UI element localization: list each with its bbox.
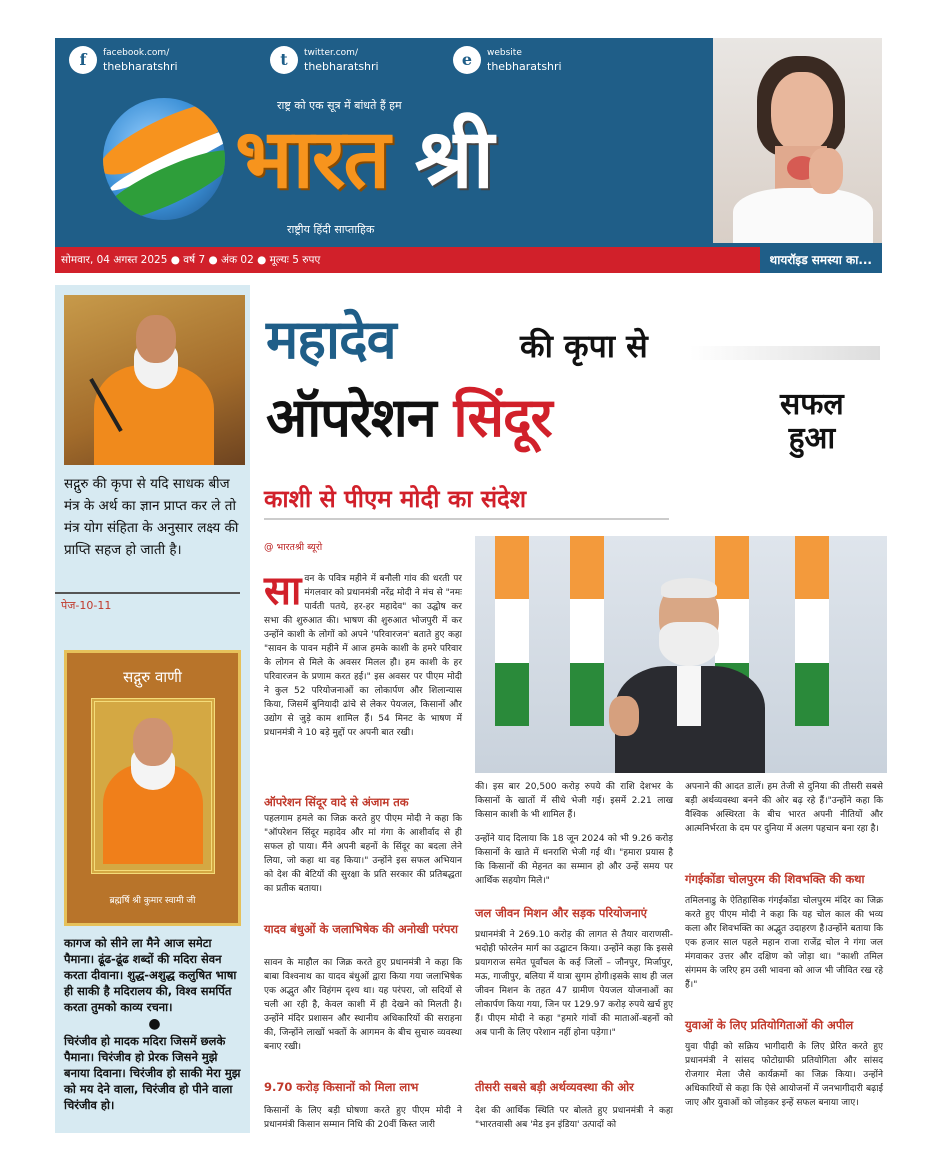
masthead <box>55 38 882 273</box>
twitter-icon: t <box>270 46 298 74</box>
subheadline: काशी से पीएम मोदी का संदेश <box>264 485 527 513</box>
website-icon: e <box>453 46 481 74</box>
headline-hua: हुआ <box>788 421 836 456</box>
frame-caption: ब्रह्मर्षि श्री कुमार स्वामी जी <box>109 896 196 906</box>
intro-text: वन के पवित्र महीने में बनौली गांव की धरती पर मंगलवार को प्रधानमंत्री नरेंद्र मोदी ने मंच से "नमः पार्वती पतये, हर-हर महादेव" का उद्घोष कर सभा की शुरुआत की। भाषण की शुरुआत भोजपुरी में कर उन्होंने काशी के लोगों को अपने 'परिवारजन' बताते हुए कहा "सावन के पावन महीने में आज हमके काशी के हमरे परिवार के लोगन से मिले के अवसर मिलल हौ। हम काशी के हर परिवारजन के प्रणाम करत हई।" इस अवसर पर पीएम मोदी ने कुल 52 परियोजनाओं का लोकार्पण और शिलान्यास किया, जिसमें बुनियादी ढांचे से लेकर पेयजल, किसानों और उद्योग से जुड़े काम शामिल हैं। 54 मिनट के भाषण में प्रधानमंत्री ने 10 बड़े मुद्दों पर अपनी बात रखी। <box>264 574 462 738</box>
section-text-jal: प्रधानमंत्री ने 269.10 करोड़ की लागत से तैयार वाराणसी-भदोही फोरलेन मार्ग का उद्घाटन किया। उन्होंने कहा कि इससे प्रयागराज समेत पूर्वांचल के कई जिलों – जौनपुर, मिर्जापुर, मऊ, गाजीपुर, बलिया में यात्रा सुगम होगी।इसके साथ ही जल जीवन मिशन के तहत 47 ग्रामीण पेयजल योजनाओं का लोकार्पण किया गया, जिन पर 129.97 करोड़ रुपये खर्च हुए हैं। पीएम मोदी ने कहा "हमारे गांवों की माताओं-बहनों को अब पानी के लिए परेशान नहीं होना पड़ेगा।" <box>475 930 673 1038</box>
newspaper-title <box>235 110 492 210</box>
section-text-yadav: सावन के माहौल का जिक्र करते हुए प्रधानमंत्री ने कहा कि बाबा विश्वनाथ का यादव बंधुओं द्वारा किया गया जलाभिषेक एक अद्भुत और विहंगम दृश्य था। यह परंपरा, जो सदियों से चली आ रही है, केवल काशी में ही देखने को मिलती है। उन्होंने मंदिर प्रशासन और स्थानीय अधिकारियों की सराहना की, जिन्होंने लाखों भक्तों के आगमन के बीच सुचारु व्यवस्था बनाए रखी। <box>264 958 462 1052</box>
website-link[interactable] <box>453 46 562 74</box>
economy-text-cont: अपनाने की आदत डालें। हम तेजी से दुनिया की तीसरी सबसे बड़ी अर्थव्यवस्था बनने की ओर बढ़ रहे हैं।"उन्होंने कहा कि वैश्विक अस्थिरता के बीच भारत अपनी नीतियों और आत्मनिर्भरता के दम पर दुनिया में अलग पहचान बना रहा है। <box>685 782 883 834</box>
facebook-url-label: facebook.com/ <box>103 48 170 58</box>
section-text-chola: तमिलनाडु के ऐतिहासिक गंगईकोंडा चोलपुरम मंदिर का जिक्र करते हुए पीएम मोदी ने कहा कि यह चोल काल की भव्य कला और शिवभक्ति का अद्भुत उदाहरण है।उन्होंने बताया कि एक हजार साल पहले महान राजा राजेंद्र चोल ने गंगा जल मंगवाकर उत्तर और दक्षिण को जोड़ा था। "काशी तमिल संगमम के जरिए हम उसी भावना को आज भी जीवित रख रहे हैं।" <box>685 896 883 990</box>
dateline <box>55 247 882 273</box>
twitter-link[interactable] <box>270 46 379 74</box>
website-url-label: website <box>487 48 522 58</box>
section-text-youth: युवा पीढ़ी को सक्रिय भागीदारी के लिए प्रेरित करते हुए प्रधानमंत्री ने सांसद फोटोग्राफी प्रतियोगिता और सांसद रोजगार मेला जैसे कार्यक्रमों का जिक्र किया। उन्होंने अधिकारियों से कहा कि ऐसे आयोजनों में जनभागीदारी बढ़ाई जाए और युवाओं को जोड़कर इन्हें सफल बनाया जाए। <box>685 1042 883 1108</box>
section-text-kisan: किसानों के लिए बड़ी घोषणा करते हुए पीएम मोदी ने प्रधानमंत्री किसान सम्मान निधि की 20वीं किस्त जारी <box>264 1106 462 1130</box>
teaser-link[interactable]: थायरॉइड समस्या का... <box>760 247 882 273</box>
thyroid-teaser-image[interactable] <box>713 38 882 243</box>
divider <box>264 518 669 520</box>
kisan-text-2: उन्होंने याद दिलाया कि 18 जून 2024 को भी 9.26 करोड़ किसानों के खाते में धनराशि भेजी गई थी। "हमारा प्रयास है कि किसानों की मेहनत का सम्मान हो और उन्हें समय पर आर्थिक सहयोग मिले।" <box>475 834 673 886</box>
divider <box>55 592 240 594</box>
section-text-sindoor: पहलगाम हमले का जिक्र करते हुए पीएम मोदी ने कहा कि "ऑपरेशन सिंदूर महादेव और मां गंगा के आशीर्वाद से ही सफल हो पाया। मैंने अपनी बहनों के सिंदूर का बदला लेने लिया, जो कहा था वह किया।" उन्होंने इस सफल अभियान को देश की बेटियों की सुरक्षा के प्रति सरकार की प्रतिबद्धता का प्रतीक बताया। <box>264 814 462 894</box>
poem-separator: ● <box>148 1016 161 1032</box>
dropcap: सा <box>264 568 302 614</box>
globe-logo-icon <box>103 98 225 220</box>
headline-safal: सफल <box>780 387 844 422</box>
guru-photo <box>64 295 245 465</box>
pm-modi-photo <box>475 536 887 773</box>
title-part-1: भारत <box>235 112 415 207</box>
section-heading-sindoor: ऑपरेशन सिंदूर वादे से अंजाम तक <box>264 795 409 809</box>
website-handle: thebharatshri <box>487 60 562 73</box>
sidebar-quote: सद्गुरु की कृपा से यदि साधक बीज मंत्र के अर्थ का ज्ञान प्राप्त कर ले तो मंत्र योग संहिता के अनुसार लक्ष्य की प्राप्ति सहज हो जाती है। <box>64 476 239 558</box>
poem-stanza-1: कागज को सीने ला मैने आज समेटा पैमाना। ढूंढ-ढूंढ शब्दों की मदिरा सेवन करता दीवाना। शुद्ध-अशुद्ध कलुषित भाषा ही साकी है मदिरालय की, विश्व समर्पित करता तुमको काव्य रचना। <box>64 936 237 1014</box>
headline-tail <box>780 388 844 456</box>
section-heading-jal: जल जीवन मिशन और सड़क परियोजनाएं <box>475 906 648 920</box>
headline-line2 <box>266 378 552 452</box>
tagline-bottom: राष्ट्रीय हिंदी साप्ताहिक <box>287 223 375 236</box>
poem <box>64 935 245 1113</box>
title-part-2: श्री <box>414 112 493 207</box>
issue-info: सोमवार, 04 अगस्त 2025 ● वर्ष 7 ● अंक 02 ● मूल्यः 5 रुपए <box>61 254 321 266</box>
facebook-handle: thebharatshri <box>103 60 178 73</box>
headline-line1: महादेव <box>266 308 396 371</box>
frame-title: सद्गुरु वाणी <box>123 668 182 686</box>
decorative-bar <box>690 346 880 360</box>
sadguru-vani-frame <box>64 650 241 926</box>
twitter-handle: thebharatshri <box>304 60 379 73</box>
section-heading-yadav: यादव बंधुओं के जलाभिषेक की अनोखी परंपरा <box>264 922 459 936</box>
headline-sindoor: सिंदूर <box>453 386 552 449</box>
headline-operation: ऑपरेशन <box>266 386 454 449</box>
section-heading-kisan: 9.70 करोड़ किसानों को मिला लाभ <box>264 1080 419 1094</box>
section-heading-economy: तीसरी सबसे बड़ी अर्थव्यवस्था की ओर <box>475 1080 634 1094</box>
byline: @ भारतश्री ब्यूरो <box>264 542 323 553</box>
sidebar <box>55 285 250 1133</box>
twitter-url-label: twitter.com/ <box>304 48 358 58</box>
facebook-link[interactable] <box>69 46 178 74</box>
section-text-economy: देश की आर्थिक स्थिति पर बोलते हुए प्रधानमंत्री ने कहा "भारतवासी अब 'मेड इन इंडिया' उत्पादों को <box>475 1106 673 1130</box>
swami-portrait <box>91 698 215 874</box>
facebook-icon: f <box>69 46 97 74</box>
headline-line1-small: की कृपा से <box>520 327 648 365</box>
section-heading-youth: युवाओं के लिए प्रतियोगिताओं की अपील <box>685 1018 854 1032</box>
article-intro <box>264 568 462 740</box>
section-heading-chola: गंगईकोंडा चोलपुरम की शिवभक्ति की कथा <box>685 872 865 886</box>
page-reference[interactable]: पेज-10-11 <box>61 599 112 612</box>
poem-stanza-2: चिरंजीव हो मादक मदिरा जिसमें छलके पैमाना। चिरंजीव हो प्रेरक जिसने मुझे बनाया दिवाना। चिरंजीव हो साकी मेरा मुझ को मय देने वाला, चिरंजीव हो पीने वाला चिरंजीव हो। <box>64 1034 241 1112</box>
kisan-text-cont: की। इस बार 20,500 करोड़ रुपये की राशि देशभर के किसानों के खातों में सीधे भेजी गई। इसमें 2.21 लाख किसान काशी के भी शामिल हैं। <box>475 782 673 820</box>
tagline-top: राष्ट्र को एक सूत्र में बांधते हैं हम <box>277 99 402 112</box>
